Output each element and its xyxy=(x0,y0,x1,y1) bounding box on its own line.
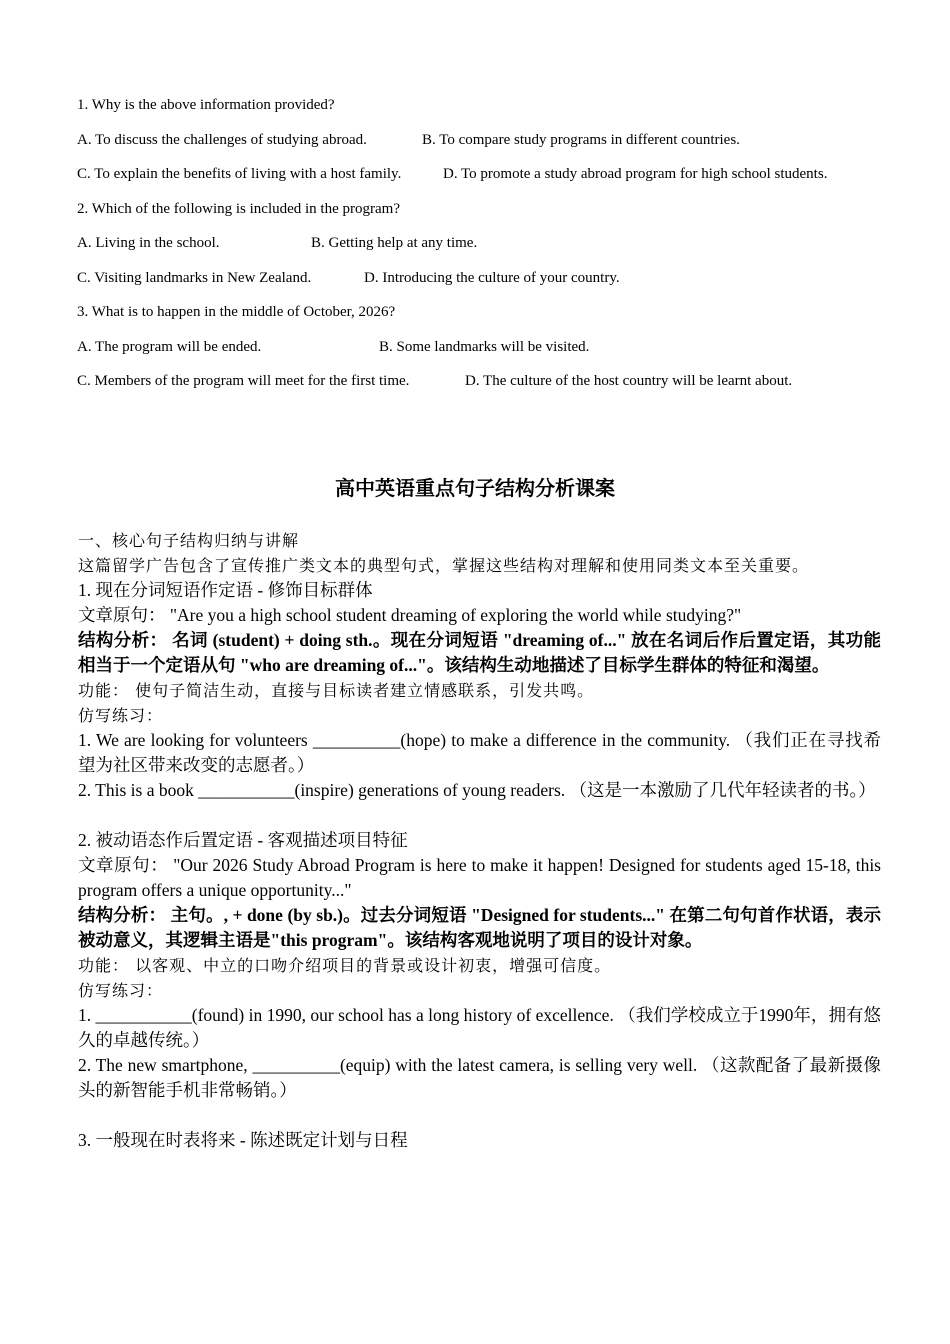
structure-1-exercise-2: 2. This is a book ___________(inspire) generations of young readers. （这是一本激励了几代年轻读者的书。） xyxy=(78,780,876,800)
structure-2-analysis: 结构分析： 主句。, + done (by sb.)。过去分词短语 "Designed for students..." 在第二句句首作状语，表示被动意义，其逻辑主语是"this program"。该结构客观地说明了项目的设计对象。 xyxy=(78,905,881,950)
option-b: B. Some landmarks will be visited. xyxy=(379,339,590,355)
option-d: D. Introducing the culture of your country. xyxy=(364,270,620,286)
option-a: A. To discuss the challenges of studying abroad. xyxy=(77,132,367,148)
option-b: B. Getting help at any time. xyxy=(311,235,478,251)
lesson-title: 高中英语重点句子结构分析课案 xyxy=(335,478,615,500)
lesson-body xyxy=(78,528,881,1153)
structure-1-function: 功能： 使句子简洁生动，直接与目标读者建立情感联系，引发共鸣。 xyxy=(78,681,595,700)
option-b: B. To compare study programs in different countries. xyxy=(422,132,740,148)
structure-1-analysis: 结构分析： 名词 (student) + doing sth.。现在分词短语 "dreaming of..." 放在名词后作后置定语，其功能相当于一个定语从句 "who are dreaming of..."。该结构生动地描述了目标学生群体的特征和渴望。 xyxy=(78,630,881,675)
option-c: C. Members of the program will meet for the first time. xyxy=(77,373,410,389)
structure-1-practice-label: 仿写练习： xyxy=(78,706,164,725)
structure-2-practice-label: 仿写练习： xyxy=(78,981,164,1000)
spacer xyxy=(78,803,881,828)
option-a: A. Living in the school. xyxy=(77,235,220,251)
question-2-stem: 2. Which of the following is included in the program? xyxy=(77,201,400,217)
question-3-option-row xyxy=(77,371,793,391)
question-1-stem: 1. Why is the above information provided? xyxy=(77,97,335,113)
spacer xyxy=(78,1103,881,1128)
structure-2-exercise-2: 2. The new smartphone, __________(equip) with the latest camera, is selling very well. （这款配备了最新摄像头的新智能手机非常畅销。） xyxy=(78,1055,881,1100)
option-d: D. To promote a study abroad program for high school students. xyxy=(443,166,828,182)
option-a: A. The program will be ended. xyxy=(77,339,262,355)
structure-2-exercise-1: 1. ___________(found) in 1990, our school has a long history of excellence. （我们学校成立于1990年，拥有悠久的卓越传统。） xyxy=(78,1005,881,1050)
structure-1-heading: 1. 现在分词短语作定语 - 修饰目标群体 xyxy=(78,580,373,600)
structure-2-quote: 文章原句： "Our 2026 Study Abroad Program is here to make it happen! Designed for students aged 15-18, this program offers a unique opportunity..." xyxy=(78,855,881,900)
structure-2-function: 功能： 以客观、中立的口吻介绍项目的背景或设计初衷，增强可信度。 xyxy=(78,956,612,975)
question-3-stem: 3. What is to happen in the middle of October, 2026? xyxy=(77,304,396,320)
structure-2-heading: 2. 被动语态作后置定语 - 客观描述项目特征 xyxy=(78,830,408,850)
structure-3-heading: 3. 一般现在时表将来 - 陈述既定计划与日程 xyxy=(78,1130,408,1150)
question-1-option-row xyxy=(77,164,828,184)
question-2-option-row xyxy=(77,268,620,288)
structure-1-quote: 文章原句： "Are you a high school student dreaming of exploring the world while studying?" xyxy=(78,605,742,625)
option-c: C. To explain the benefits of living with a host family. xyxy=(77,166,402,182)
question-1-option-row xyxy=(77,130,740,150)
question-2-option-row xyxy=(77,233,478,253)
lesson-intro: 这篇留学广告包含了宣传推广类文本的典型句式，掌握这些结构对理解和使用同类文本至关重要。 xyxy=(78,556,810,575)
section-heading: 一、核心句子结构归纳与讲解 xyxy=(78,531,300,550)
structure-1-exercise-1: 1. We are looking for volunteers __________(hope) to make a difference in the community. （我们正在寻找希望为社区带来改变的志愿者。） xyxy=(78,730,881,775)
option-c: C. Visiting landmarks in New Zealand. xyxy=(77,270,312,286)
option-d: D. The culture of the host country will be learnt about. xyxy=(465,373,793,389)
question-3-option-row xyxy=(77,337,590,357)
